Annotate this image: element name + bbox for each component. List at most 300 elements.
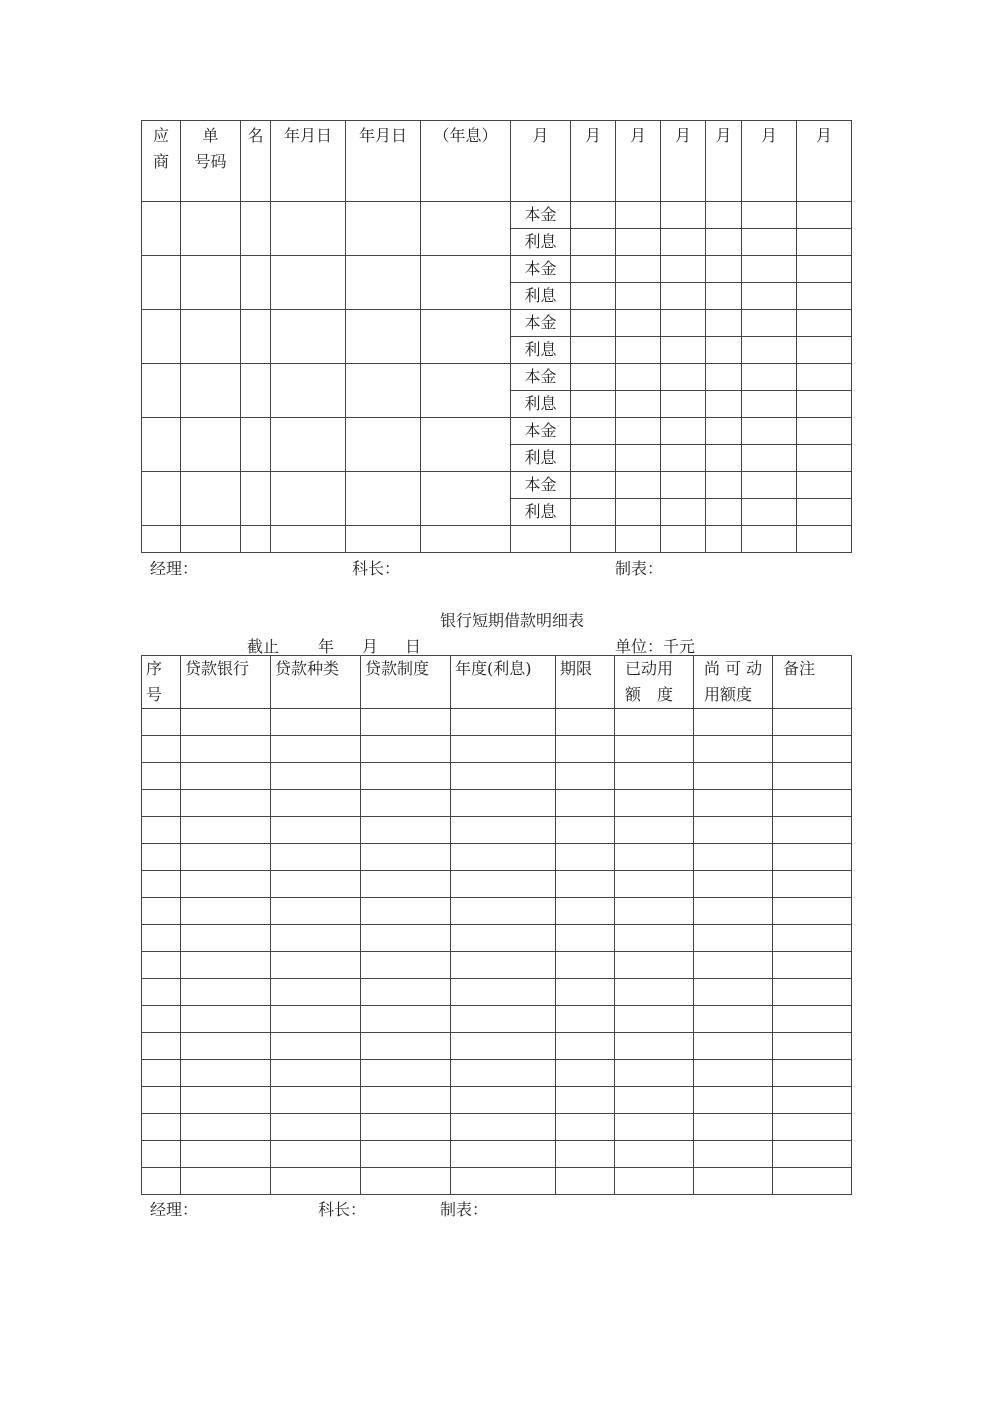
row-type-label: 本金 (511, 472, 571, 499)
table-cell (797, 256, 852, 283)
table-cell (615, 1060, 694, 1087)
table-cell (181, 1114, 271, 1141)
table-cell (271, 256, 346, 310)
table-cell (742, 445, 797, 472)
table-cell (556, 763, 615, 790)
table-cell (556, 979, 615, 1006)
table-row (142, 202, 852, 229)
table-cell (797, 445, 852, 472)
table-cell (271, 979, 361, 1006)
table-cell (694, 1114, 773, 1141)
table-cell (271, 1141, 361, 1168)
table-cell (571, 283, 616, 310)
table-row (142, 1087, 852, 1114)
table-cell (142, 526, 181, 553)
table-cell (271, 925, 361, 952)
table-cell (706, 337, 742, 364)
table-cell (661, 418, 706, 445)
table-cell (556, 925, 615, 952)
table-cell (706, 283, 742, 310)
table-cell (797, 391, 852, 418)
table-header-row (142, 656, 852, 709)
table-cell (142, 871, 181, 898)
table-cell (241, 526, 271, 553)
table-cell (615, 1087, 694, 1114)
unit-label: 单位：千元 (615, 637, 696, 656)
table-cell (181, 952, 271, 979)
loan-detail-table (141, 120, 852, 553)
table-row (142, 364, 852, 391)
row-type-label: 本金 (511, 310, 571, 337)
table-cell (181, 256, 241, 310)
header-cell: 应 商 (142, 121, 181, 202)
table-title: 银行短期借款明细表 (440, 611, 585, 630)
table-cell (451, 817, 556, 844)
table-cell (271, 1006, 361, 1033)
table-cell (615, 817, 694, 844)
table-cell (571, 391, 616, 418)
table-cell (271, 709, 361, 736)
table-cell (556, 736, 615, 763)
table-cell (451, 1006, 556, 1033)
row-type-label: 利息 (511, 445, 571, 472)
table-cell (142, 763, 181, 790)
table-cell (361, 1060, 451, 1087)
table-cell (181, 709, 271, 736)
table-cell (556, 709, 615, 736)
table-cell (361, 1033, 451, 1060)
table-cell (142, 817, 181, 844)
table-cell (616, 445, 661, 472)
table-cell (142, 1060, 181, 1087)
table-row (142, 418, 852, 445)
table-cell (271, 763, 361, 790)
table-cell (742, 391, 797, 418)
table-cell (773, 1060, 852, 1087)
table-cell (661, 472, 706, 499)
table-cell (616, 310, 661, 337)
table-cell (571, 337, 616, 364)
table-cell (556, 952, 615, 979)
table-cell (556, 1141, 615, 1168)
table-cell (346, 418, 421, 472)
table-cell (694, 952, 773, 979)
table-cell (742, 310, 797, 337)
table-cell (361, 952, 451, 979)
table-row (142, 1141, 852, 1168)
table-cell (773, 952, 852, 979)
row-type-label: 利息 (511, 283, 571, 310)
table-cell (346, 526, 421, 553)
table-cell (742, 256, 797, 283)
table-cell (615, 1033, 694, 1060)
table-cell (797, 283, 852, 310)
table-cell (571, 418, 616, 445)
table-cell (615, 871, 694, 898)
table-cell (142, 418, 181, 472)
table-cell (571, 499, 616, 526)
table-cell (181, 202, 241, 256)
header-cell: 贷款制度 (361, 656, 451, 709)
table-cell (142, 898, 181, 925)
table-cell (616, 526, 661, 553)
table-row (142, 952, 852, 979)
table-row (142, 1168, 852, 1195)
table-cell (451, 1114, 556, 1141)
table-cell (694, 898, 773, 925)
table-cell (142, 1033, 181, 1060)
table-cell (451, 736, 556, 763)
table-cell (181, 364, 241, 418)
table-cell (361, 1114, 451, 1141)
table-cell (556, 1114, 615, 1141)
table-cell (451, 925, 556, 952)
table-cell (181, 979, 271, 1006)
table-cell (661, 256, 706, 283)
table-cell (706, 391, 742, 418)
table-cell (346, 202, 421, 256)
table-cell (616, 256, 661, 283)
table-cell (181, 526, 241, 553)
table-row (142, 898, 852, 925)
table-cell (361, 979, 451, 1006)
table-cell (706, 418, 742, 445)
table-cell (361, 1168, 451, 1195)
table-cell (271, 736, 361, 763)
table-cell (694, 925, 773, 952)
table-cell (694, 736, 773, 763)
table-cell (271, 817, 361, 844)
table-cell (661, 337, 706, 364)
table-cell (142, 709, 181, 736)
table-cell (742, 472, 797, 499)
table-cell (661, 445, 706, 472)
table-cell (451, 1060, 556, 1087)
header-cell: 期限 (556, 656, 615, 709)
header-cell: 贷款银行 (181, 656, 271, 709)
table-cell (271, 418, 346, 472)
table-cell (271, 526, 346, 553)
header-cell: 已动用 额 度 (615, 656, 694, 709)
table-cell (181, 1168, 271, 1195)
table-row (142, 790, 852, 817)
table-cell (571, 310, 616, 337)
table-cell (241, 310, 271, 364)
table-cell (142, 1168, 181, 1195)
section-chief-label: 科长： (352, 559, 401, 578)
table-cell (773, 817, 852, 844)
table-row (142, 256, 852, 283)
table-cell (706, 229, 742, 256)
table-cell (271, 1168, 361, 1195)
table-cell (797, 499, 852, 526)
table-cell (797, 472, 852, 499)
table-cell (742, 418, 797, 445)
table-cell (421, 526, 511, 553)
table-cell (742, 229, 797, 256)
table-cell (742, 202, 797, 229)
table-cell (615, 709, 694, 736)
table-cell (615, 844, 694, 871)
table-row (142, 1006, 852, 1033)
table-row (142, 1033, 852, 1060)
table-cell (421, 310, 511, 364)
table-cell (797, 202, 852, 229)
row-type-label: 利息 (511, 229, 571, 256)
table-cell (571, 445, 616, 472)
table-cell (361, 925, 451, 952)
table-cell (142, 202, 181, 256)
table-cell (142, 952, 181, 979)
preparer-label-2: 制表： (440, 1200, 489, 1219)
table-cell (451, 952, 556, 979)
table-cell (661, 391, 706, 418)
table-cell (451, 790, 556, 817)
table-row (142, 925, 852, 952)
table-cell (181, 844, 271, 871)
table-cell (181, 817, 271, 844)
table-cell (773, 1114, 852, 1141)
table-cell (616, 499, 661, 526)
table-cell (451, 1033, 556, 1060)
table-cell (742, 283, 797, 310)
table-cell (616, 283, 661, 310)
table-cell (142, 472, 181, 526)
table-cell (361, 709, 451, 736)
table-cell (694, 1006, 773, 1033)
row-type-label: 本金 (511, 202, 571, 229)
table-cell (616, 229, 661, 256)
table-cell (142, 979, 181, 1006)
table-cell (181, 1006, 271, 1033)
table-cell (661, 364, 706, 391)
table-cell (241, 472, 271, 526)
header-cell: 备注 (773, 656, 852, 709)
table-cell (694, 817, 773, 844)
table-cell (181, 418, 241, 472)
table-cell (421, 472, 511, 526)
table-cell (421, 418, 511, 472)
table-cell (451, 763, 556, 790)
table-cell (742, 499, 797, 526)
table-cell (797, 526, 852, 553)
table-cell (181, 790, 271, 817)
table-cell (694, 790, 773, 817)
table-cell (451, 979, 556, 1006)
table-cell (615, 736, 694, 763)
table-cell (271, 1033, 361, 1060)
table-row (142, 871, 852, 898)
table-cell (742, 526, 797, 553)
table-cell (797, 310, 852, 337)
header-cell: 单 号码 (181, 121, 241, 202)
table-cell (694, 871, 773, 898)
table-cell (271, 790, 361, 817)
table-cell (615, 925, 694, 952)
table-cell (773, 790, 852, 817)
table-cell (361, 1006, 451, 1033)
table-cell (742, 337, 797, 364)
table-cell (616, 202, 661, 229)
table-cell (142, 844, 181, 871)
table-cell (616, 364, 661, 391)
table-cell (361, 844, 451, 871)
table-cell (661, 310, 706, 337)
table-cell (694, 1060, 773, 1087)
table-row (142, 979, 852, 1006)
table-cell (615, 952, 694, 979)
header-cell: 年度(利息) (451, 656, 556, 709)
header-cell: 贷款种类 (271, 656, 361, 709)
table-cell (346, 472, 421, 526)
table-cell (694, 709, 773, 736)
table-cell (421, 202, 511, 256)
table-cell (615, 898, 694, 925)
table-cell (451, 1141, 556, 1168)
header-cell: 月 (706, 121, 742, 202)
table-cell (706, 364, 742, 391)
table-cell (421, 364, 511, 418)
table-cell (142, 364, 181, 418)
table-cell (271, 364, 346, 418)
table-cell (142, 1141, 181, 1168)
table-cell (661, 283, 706, 310)
table-cell (556, 1087, 615, 1114)
header-cell: 月 (661, 121, 706, 202)
bank-loan-table (141, 655, 852, 1195)
table-cell (241, 202, 271, 256)
header-cell: 月 (616, 121, 661, 202)
table-cell (615, 1141, 694, 1168)
table-cell (556, 871, 615, 898)
table-cell (556, 1060, 615, 1087)
table-cell (241, 364, 271, 418)
table-header-row (142, 121, 852, 202)
table-row (142, 736, 852, 763)
table-row (142, 472, 852, 499)
table-cell (556, 1006, 615, 1033)
table-cell (773, 844, 852, 871)
table-cell (241, 256, 271, 310)
header-cell: 名 (241, 121, 271, 202)
table-cell (694, 1033, 773, 1060)
table-cell (511, 526, 571, 553)
date-month: 月 (362, 637, 379, 656)
table-cell (694, 1141, 773, 1168)
table-cell (773, 871, 852, 898)
table-cell (271, 952, 361, 979)
table-cell (571, 202, 616, 229)
row-type-label: 本金 (511, 364, 571, 391)
table-cell (142, 256, 181, 310)
table-cell (181, 763, 271, 790)
table-cell (451, 844, 556, 871)
table-cell (797, 418, 852, 445)
table-cell (181, 310, 241, 364)
table-cell (694, 1168, 773, 1195)
table-cell (571, 229, 616, 256)
table-cell (694, 763, 773, 790)
table-cell (142, 1114, 181, 1141)
table-cell (556, 1168, 615, 1195)
table-cell (556, 817, 615, 844)
table-cell (361, 871, 451, 898)
table-cell (797, 229, 852, 256)
table-cell (271, 871, 361, 898)
table-cell (142, 925, 181, 952)
table-row (142, 526, 852, 553)
table-cell (556, 844, 615, 871)
table-cell (451, 1168, 556, 1195)
table-row (142, 763, 852, 790)
table-row (142, 844, 852, 871)
table-cell (773, 1141, 852, 1168)
table-cell (773, 925, 852, 952)
table-cell (706, 499, 742, 526)
table-cell (615, 763, 694, 790)
table-cell (773, 736, 852, 763)
table-cell (361, 763, 451, 790)
table-cell (661, 499, 706, 526)
table-cell (142, 1087, 181, 1114)
table-cell (571, 364, 616, 391)
table-cell (773, 763, 852, 790)
table-cell (346, 256, 421, 310)
header-cell: 尚 可 动 用额度 (694, 656, 773, 709)
table-cell (571, 256, 616, 283)
table-row (142, 709, 852, 736)
table-cell (361, 898, 451, 925)
table-cell (773, 979, 852, 1006)
table-cell (616, 337, 661, 364)
section-chief-label-2: 科长： (318, 1200, 367, 1219)
table-cell (706, 310, 742, 337)
header-cell: 月 (571, 121, 616, 202)
table-cell (773, 898, 852, 925)
date-day: 日 (405, 637, 422, 656)
table-cell (271, 310, 346, 364)
table-cell (361, 790, 451, 817)
table-cell (556, 1033, 615, 1060)
header-cell: 序 号 (142, 656, 181, 709)
row-type-label: 本金 (511, 256, 571, 283)
table-cell (773, 1087, 852, 1114)
date-prefix: 截止 (247, 637, 280, 656)
table-cell (615, 1168, 694, 1195)
table-cell (142, 736, 181, 763)
table-cell (181, 1033, 271, 1060)
table-cell (361, 1087, 451, 1114)
table-cell (346, 364, 421, 418)
table-cell (556, 898, 615, 925)
table-cell (706, 202, 742, 229)
table-cell (773, 1006, 852, 1033)
table-cell (271, 1087, 361, 1114)
table-cell (661, 526, 706, 553)
table-cell (421, 256, 511, 310)
table-cell (451, 871, 556, 898)
table-cell (571, 526, 616, 553)
table-cell (361, 1141, 451, 1168)
table-cell (451, 1087, 556, 1114)
manager-label-2: 经理： (150, 1200, 199, 1219)
table-cell (181, 925, 271, 952)
table-cell (181, 871, 271, 898)
table-cell (142, 1006, 181, 1033)
table-row (142, 1114, 852, 1141)
table-cell (616, 391, 661, 418)
table-cell (615, 1006, 694, 1033)
